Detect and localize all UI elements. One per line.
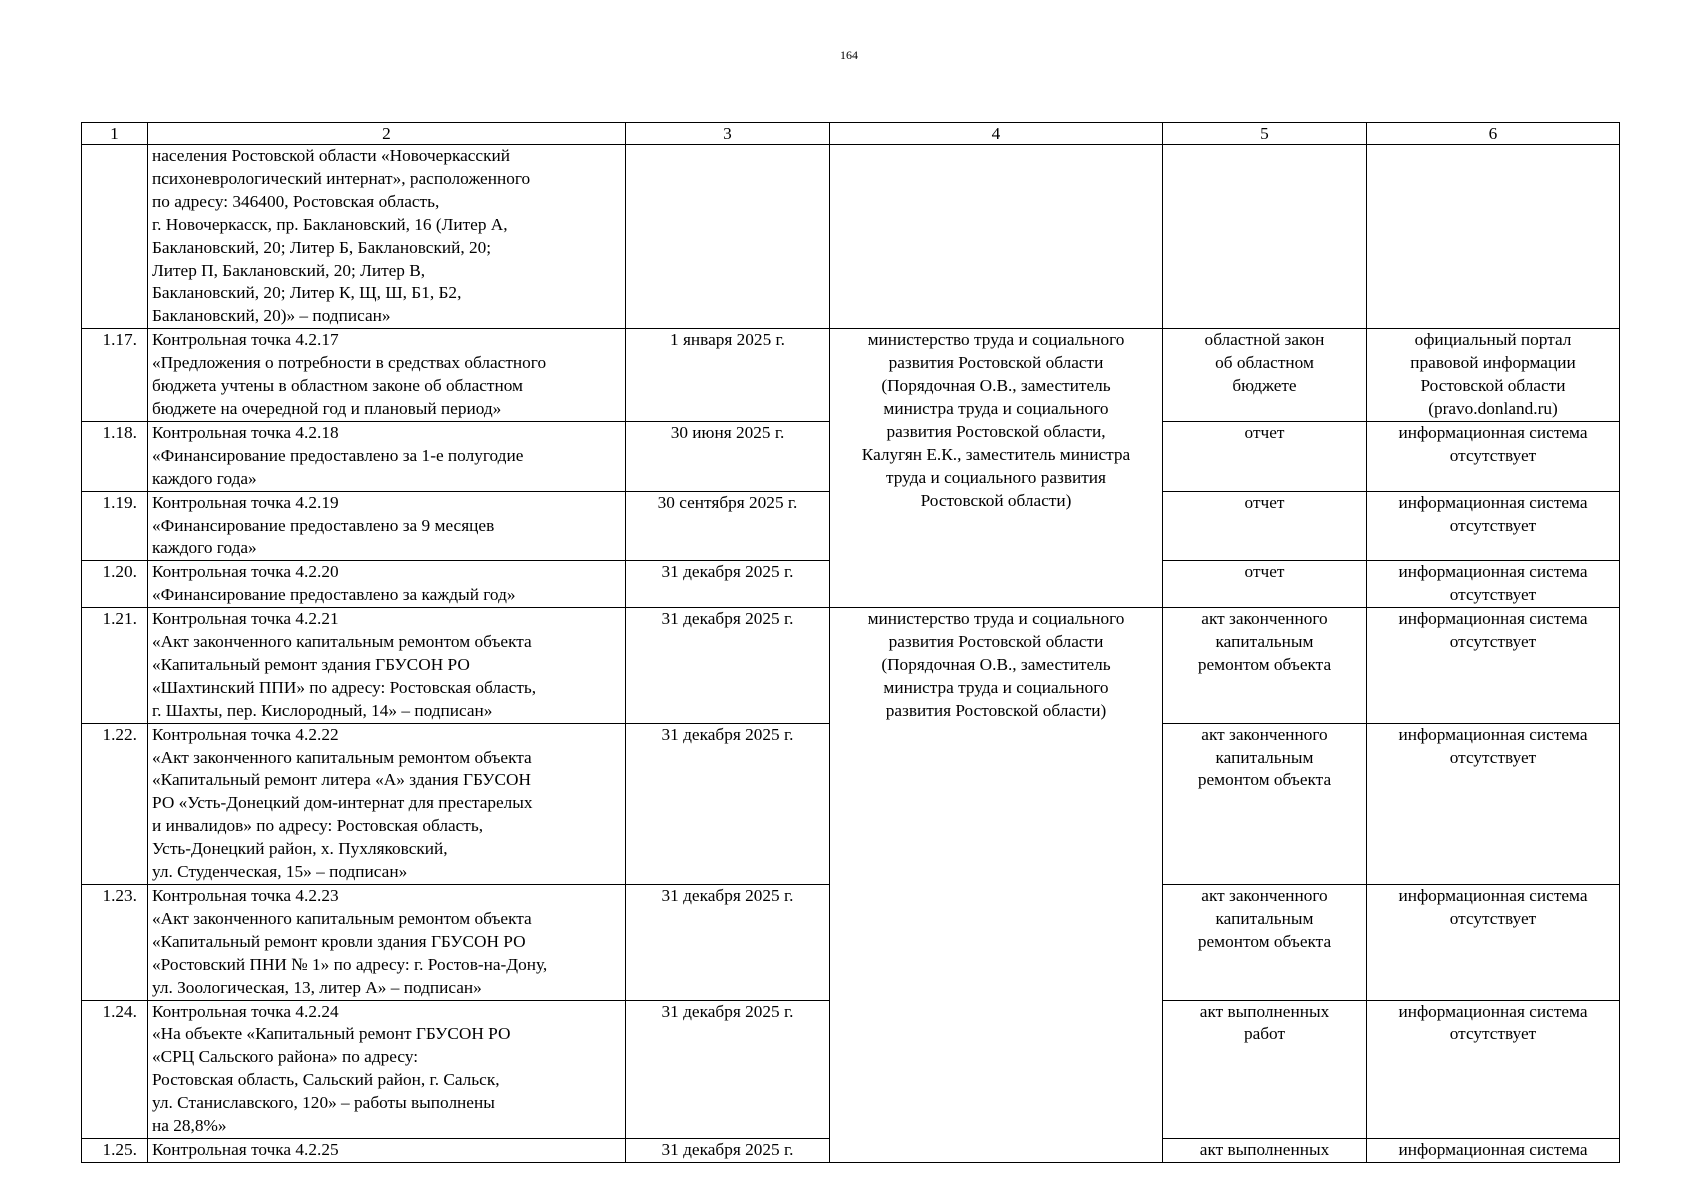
info-system-cell: информационная система — [1367, 1138, 1620, 1162]
row-number-cell: 1.21. — [82, 608, 148, 724]
document-cell: акт законченного капитальным ремонтом объекта — [1163, 885, 1367, 1001]
control-points-table — [81, 122, 1620, 1163]
row-number-cell: 1.19. — [82, 491, 148, 561]
document-cell: акт выполненных — [1163, 1138, 1367, 1162]
table-row-continued — [82, 145, 1620, 329]
responsible-cell: министерство труда и социального развития Ростовской области (Порядочная О.В., заместитель министра труда и социального развития Ростовской области) — [830, 608, 1163, 1163]
date-cell: 30 июня 2025 г. — [626, 421, 830, 491]
date-cell: 31 декабря 2025 г. — [626, 608, 830, 724]
date-cell: 1 января 2025 г. — [626, 329, 830, 422]
description-cell: Контрольная точка 4.2.19 «Финансирование предоставлено за 9 месяцев каждого года» — [148, 491, 626, 561]
info-system-cell: информационная система отсутствует — [1367, 608, 1620, 724]
row-number-cell: 1.20. — [82, 561, 148, 608]
date-cell — [626, 145, 830, 329]
responsible-cell: министерство труда и социального развития Ростовской области (Порядочная О.В., заместитель министра труда и социального развития Ростовской области, Калугян Е.К., заместитель министра труда и социального развития Ростовской области) — [830, 329, 1163, 608]
description-cell: Контрольная точка 4.2.22 «Акт законченного капитальным ремонтом объекта «Капитальный ремонт литера «А» здания ГБУСОН РО «Усть-Донецкий дом-интернат для престарелых и инвалидов» по адресу: Ростовская область, Усть-Донецкий район, х. Пухляковский, ул. Студенческая, 15» – подписан» — [148, 723, 626, 884]
row-number-cell — [82, 145, 148, 329]
document-cell: отчет — [1163, 421, 1367, 491]
description-cell: Контрольная точка 4.2.20 «Финансирование предоставлено за каждый год» — [148, 561, 626, 608]
info-system-cell: информационная система отсутствует — [1367, 421, 1620, 491]
row-number-cell: 1.23. — [82, 885, 148, 1001]
responsible-cell — [830, 145, 1163, 329]
description-cell: Контрольная точка 4.2.23 «Акт законченного капитальным ремонтом объекта «Капитальный ремонт кровли здания ГБУСОН РО «Ростовский ПНИ № 1» по адресу: г. Ростов-на-Дону, ул. Зоологическая, 13, литер А» – подписан» — [148, 885, 626, 1001]
document-cell: отчет — [1163, 561, 1367, 608]
description-cell: Контрольная точка 4.2.24 «На объекте «Капитальный ремонт ГБУСОН РО «СРЦ Сальского района» по адресу: Ростовская область, Сальский район, г. Сальск, ул. Станиславского, 120» – работы выполнены на 28,8%» — [148, 1000, 626, 1138]
description-cell: Контрольная точка 4.2.21 «Акт законченного капитальным ремонтом объекта «Капитальный ремонт здания ГБУСОН РО «Шахтинский ППИ» по адресу: Ростовская область, г. Шахты, пер. Кислородный, 14» – подписан» — [148, 608, 626, 724]
document-cell: отчет — [1163, 491, 1367, 561]
date-cell: 31 декабря 2025 г. — [626, 1000, 830, 1138]
row-number-cell: 1.17. — [82, 329, 148, 422]
row-number-cell: 1.24. — [82, 1000, 148, 1138]
table-header-row — [82, 123, 1620, 145]
row-number-cell: 1.18. — [82, 421, 148, 491]
column-header: 4 — [830, 123, 1163, 145]
date-cell: 31 декабря 2025 г. — [626, 561, 830, 608]
document-cell: областной закон об областном бюджете — [1163, 329, 1367, 422]
column-header: 3 — [626, 123, 830, 145]
info-system-cell: информационная система отсутствует — [1367, 885, 1620, 1001]
info-system-cell: официальный портал правовой информации Ростовской области (pravo.donland.ru) — [1367, 329, 1620, 422]
column-header: 5 — [1163, 123, 1367, 145]
date-cell: 30 сентября 2025 г. — [626, 491, 830, 561]
column-header: 1 — [82, 123, 148, 145]
document-cell: акт выполненных работ — [1163, 1000, 1367, 1138]
info-system-cell: информационная система отсутствует — [1367, 1000, 1620, 1138]
table-row — [82, 608, 1620, 724]
date-cell: 31 декабря 2025 г. — [626, 1138, 830, 1162]
date-cell: 31 декабря 2025 г. — [626, 723, 830, 884]
info-system-cell: информационная система отсутствует — [1367, 723, 1620, 884]
info-system-cell: информационная система отсутствует — [1367, 561, 1620, 608]
row-number-cell: 1.25. — [82, 1138, 148, 1162]
date-cell: 31 декабря 2025 г. — [626, 885, 830, 1001]
column-header: 6 — [1367, 123, 1620, 145]
description-cell: Контрольная точка 4.2.18 «Финансирование предоставлено за 1-е полугодие каждого года» — [148, 421, 626, 491]
document-cell: акт законченного капитальным ремонтом объекта — [1163, 723, 1367, 884]
info-system-cell — [1367, 145, 1620, 329]
table-row — [82, 329, 1620, 422]
column-header: 2 — [148, 123, 626, 145]
description-cell: Контрольная точка 4.2.17 «Предложения о потребности в средствах областного бюджета учтены в областном законе об областном бюджете на очередной год и плановый период» — [148, 329, 626, 422]
page-number: 164 — [840, 48, 858, 62]
description-cell: Контрольная точка 4.2.25 — [148, 1138, 626, 1162]
description-cell: населения Ростовской области «Новочеркасский психоневрологический интернат», расположенного по адресу: 346400, Ростовская область, г. Новочеркасск, пр. Баклановский, 16 (Литер А, Баклановский, 20; Литер Б, Баклановский, 20; Литер П, Баклановский, 20; Литер В, Баклановский, 20; Литер К, Щ, Ш, Б1, Б2, Баклановский, 20)» – подписан» — [148, 145, 626, 329]
row-number-cell: 1.22. — [82, 723, 148, 884]
info-system-cell: информационная система отсутствует — [1367, 491, 1620, 561]
document-cell — [1163, 145, 1367, 329]
document-cell: акт законченного капитальным ремонтом объекта — [1163, 608, 1367, 724]
